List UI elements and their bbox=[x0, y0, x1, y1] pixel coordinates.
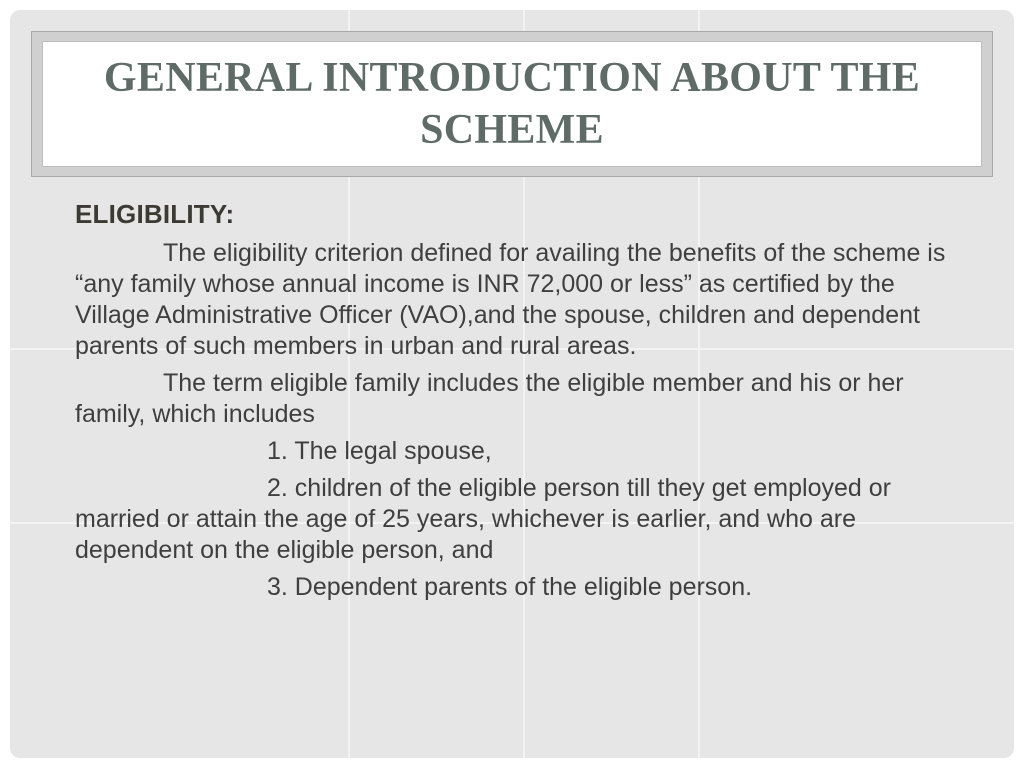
section-heading: ELIGIBILITY: bbox=[75, 199, 235, 229]
paragraph: The eligibility criterion defined for availing the benefits of the scheme is “any family whose annual income is INR 72,000 or less” as certified by the Village Administrative Officer (VAO),and the spouse, children and dependent parents of such members in urban and rural areas. bbox=[75, 239, 946, 360]
paragraph: The term eligible family includes the eligible member and his or her family, which includes bbox=[75, 369, 904, 428]
slide-content bbox=[75, 199, 965, 609]
title-frame bbox=[31, 31, 993, 177]
list-item: 3. Dependent parents of the eligible person. bbox=[267, 573, 753, 601]
slide-title: GENERAL INTRODUCTION ABOUT THE SCHEME bbox=[103, 55, 921, 153]
slide bbox=[10, 10, 1014, 758]
title-box bbox=[42, 41, 982, 167]
list-item: 1. The legal spouse, bbox=[267, 437, 492, 465]
list-item: 2. children of the eligible person till they get employed or married or attain the age of 25 years, whichever is earlier, and who are dependent on the eligible person, and bbox=[75, 474, 891, 564]
